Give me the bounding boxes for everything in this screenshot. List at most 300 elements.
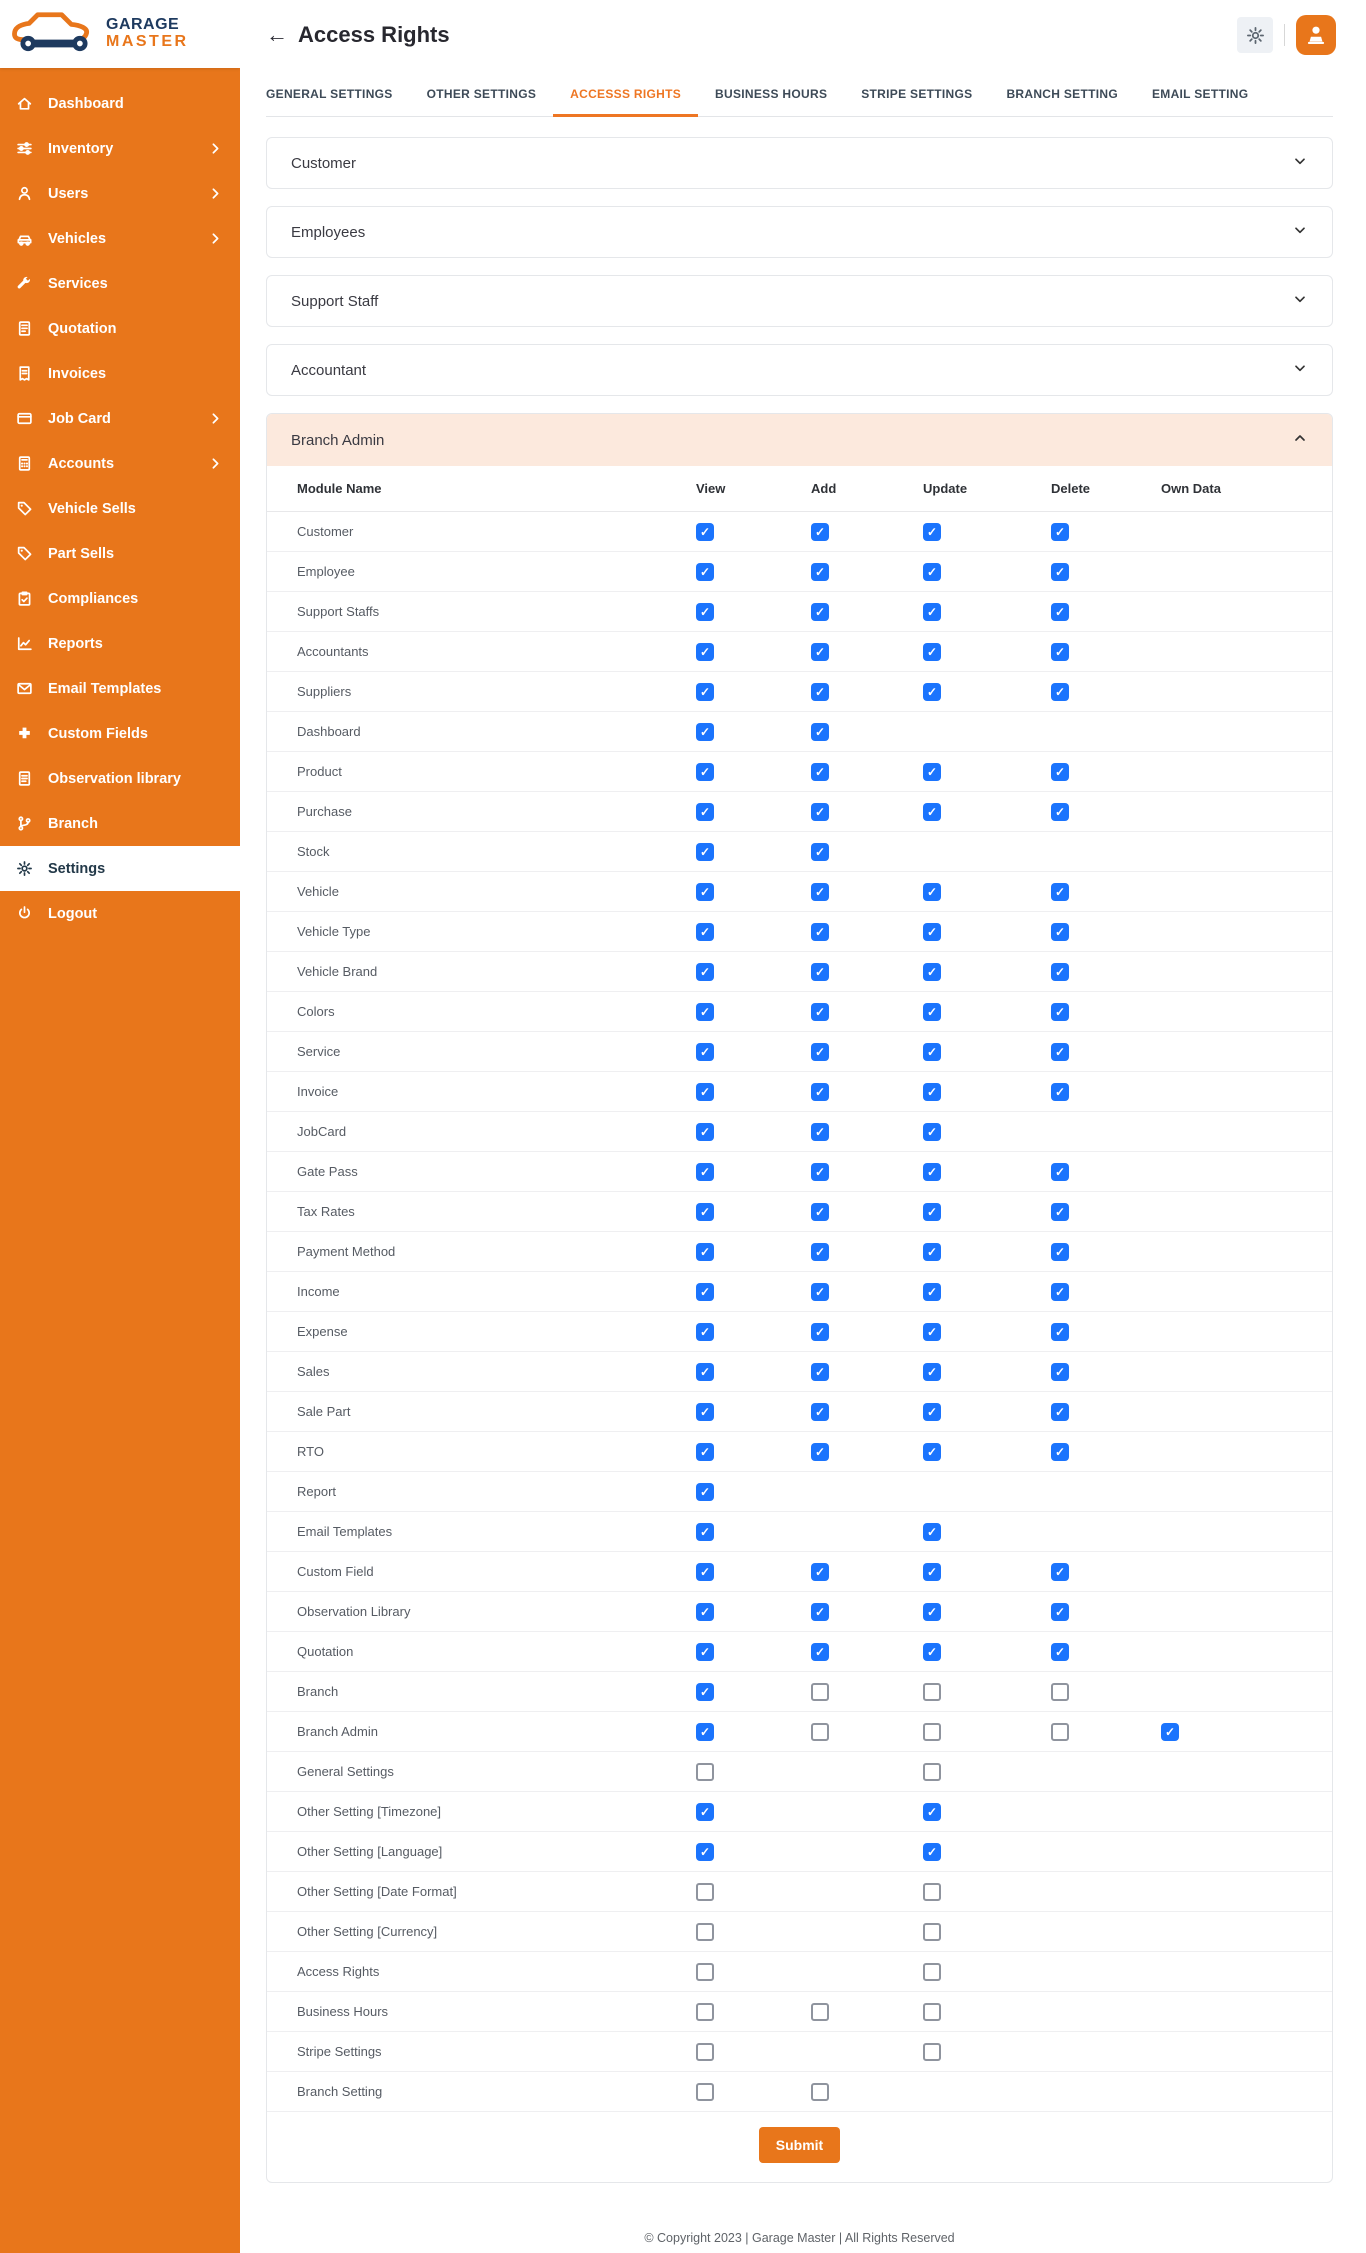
tab-email-setting[interactable]: EMAIL SETTING	[1151, 87, 1249, 101]
accordion-employees[interactable]	[266, 206, 1333, 258]
permissions-table	[267, 512, 1332, 2112]
page-title: Access Rights	[298, 22, 450, 47]
checkbox-general-settings-update[interactable]	[923, 1763, 941, 1781]
checkbox-payment-method-add[interactable]	[811, 1243, 829, 1261]
checkbox-payment-method-update[interactable]	[923, 1243, 941, 1261]
checkbox-dashboard-view[interactable]	[696, 723, 714, 741]
checkbox-employee-update[interactable]	[923, 563, 941, 581]
checkbox-business-hours-update[interactable]	[923, 2003, 941, 2021]
table-cell	[696, 763, 811, 781]
module-name: Custom Field	[297, 1564, 374, 1579]
sidebar-item-logout[interactable]	[0, 891, 240, 936]
checkbox-suppliers-view[interactable]	[696, 683, 714, 701]
chevron-right-icon	[207, 185, 224, 202]
sidebar-item-email-templates[interactable]	[0, 666, 240, 711]
checkbox-customer-add[interactable]	[811, 523, 829, 541]
table-cell	[696, 1963, 811, 1981]
checkbox-gate-pass-add[interactable]	[811, 1163, 829, 1181]
checkbox-stripe-settings-update[interactable]	[923, 2043, 941, 2061]
checkbox-colors-add[interactable]	[811, 1003, 829, 1021]
table-cell	[1051, 1643, 1161, 1661]
table-cell	[811, 1563, 923, 1581]
checkbox-colors-delete[interactable]	[1051, 1003, 1069, 1021]
module-name: Stripe Settings	[297, 2044, 382, 2059]
table-cell	[811, 1243, 923, 1261]
sidebar-item-dashboard[interactable]	[0, 81, 240, 126]
module-name: Other Setting [Currency]	[297, 1924, 438, 1939]
checkbox-access-rights-view[interactable]	[696, 1963, 714, 1981]
back-arrow-icon[interactable]: ←	[266, 22, 288, 47]
table-cell	[811, 2003, 923, 2021]
sidebar-item-job-card[interactable]	[0, 396, 240, 441]
checkbox-branch-admin-add[interactable]	[811, 1723, 829, 1741]
module-name: Suppliers	[297, 684, 352, 699]
checkbox-tax-rates-delete[interactable]	[1051, 1203, 1069, 1221]
checkbox-jobcard-view[interactable]	[696, 1123, 714, 1141]
module-name: Dashboard	[297, 724, 361, 739]
table-cell	[1051, 523, 1161, 541]
checkbox-vehicle-view[interactable]	[696, 883, 714, 901]
table-row	[267, 872, 1332, 912]
table-cell	[811, 1043, 923, 1061]
table-cell	[1051, 1203, 1161, 1221]
tab-other-settings[interactable]: OTHER SETTINGS	[426, 87, 537, 101]
gear-icon	[1246, 26, 1265, 45]
checkbox-email-templates-update[interactable]	[923, 1523, 941, 1541]
module-name: Other Setting [Language]	[297, 1844, 443, 1859]
table-row	[267, 1472, 1332, 1512]
checkbox-service-view[interactable]	[696, 1043, 714, 1061]
table-row	[267, 1712, 1332, 1752]
tab-general-settings[interactable]: GENERAL SETTINGS	[266, 87, 393, 101]
checkbox-sales-delete[interactable]	[1051, 1363, 1069, 1381]
checkbox-branch-admin-update[interactable]	[923, 1723, 941, 1741]
table-cell	[923, 603, 1051, 621]
checkbox-sale-part-update[interactable]	[923, 1403, 941, 1421]
table-row	[267, 1992, 1332, 2032]
checkbox-gate-pass-view[interactable]	[696, 1163, 714, 1181]
git-branch-icon	[15, 815, 33, 833]
table-cell	[923, 963, 1051, 981]
checkbox-income-add[interactable]	[811, 1283, 829, 1301]
module-name: Quotation	[297, 1644, 354, 1659]
checkbox-custom-field-delete[interactable]	[1051, 1563, 1069, 1581]
checkbox-other-setting-timezone-view[interactable]	[696, 1803, 714, 1821]
sidebar-item-quotation[interactable]	[0, 306, 240, 351]
sidebar-item-services[interactable]	[0, 261, 240, 306]
table-cell	[696, 1643, 811, 1661]
checkbox-branch-admin-own-data[interactable]	[1161, 1723, 1179, 1741]
checkbox-jobcard-add[interactable]	[811, 1123, 829, 1141]
checkbox-report-view[interactable]	[696, 1483, 714, 1501]
sidebar-item-reports[interactable]	[0, 621, 240, 666]
checkbox-suppliers-update[interactable]	[923, 683, 941, 701]
checkbox-other-setting-language-view[interactable]	[696, 1843, 714, 1861]
table-cell	[1051, 923, 1161, 941]
checkbox-quotation-delete[interactable]	[1051, 1643, 1069, 1661]
brand-logo[interactable]	[0, 0, 240, 68]
checkbox-sale-part-add[interactable]	[811, 1403, 829, 1421]
checkbox-product-delete[interactable]	[1051, 763, 1069, 781]
checkbox-vehicle-brand-delete[interactable]	[1051, 963, 1069, 981]
brand-text	[106, 17, 189, 51]
table-cell	[811, 963, 923, 981]
checkbox-sales-update[interactable]	[923, 1363, 941, 1381]
module-name: Accountants	[297, 644, 369, 659]
checkbox-purchase-update[interactable]	[923, 803, 941, 821]
checkbox-business-hours-add[interactable]	[811, 2003, 829, 2021]
checkbox-vehicle-type-add[interactable]	[811, 923, 829, 941]
sidebar-item-inventory[interactable]	[0, 126, 240, 171]
column-header-add: Add	[811, 481, 837, 496]
checkbox-accountants-view[interactable]	[696, 643, 714, 661]
tab-branch-setting[interactable]: BRANCH SETTING	[1006, 87, 1118, 101]
receipt-icon	[15, 365, 33, 383]
sidebar-item-label: Inventory	[48, 140, 114, 157]
table-cell	[811, 843, 923, 861]
checkbox-expense-update[interactable]	[923, 1323, 941, 1341]
accordion-support-staff[interactable]	[266, 275, 1333, 327]
checkbox-stock-add[interactable]	[811, 843, 829, 861]
table-row	[267, 1952, 1332, 1992]
table-cell	[923, 1883, 1051, 1901]
table-cell	[1051, 683, 1161, 701]
sidebar-item-compliances[interactable]	[0, 576, 240, 621]
checkbox-tax-rates-add[interactable]	[811, 1203, 829, 1221]
column-header-view: View	[696, 481, 726, 496]
table-cell	[696, 603, 811, 621]
checkbox-vehicle-delete[interactable]	[1051, 883, 1069, 901]
sidebar-item-label: Job Card	[48, 410, 111, 427]
table-cell	[811, 1203, 923, 1221]
sidebar-item-vehicles[interactable]	[0, 216, 240, 261]
checkbox-employee-add[interactable]	[811, 563, 829, 581]
checkbox-income-delete[interactable]	[1051, 1283, 1069, 1301]
checkbox-invoice-delete[interactable]	[1051, 1083, 1069, 1101]
table-row	[267, 1072, 1332, 1112]
power-icon	[15, 905, 33, 923]
sidebar-item-invoices[interactable]	[0, 351, 240, 396]
table-cell	[1051, 1323, 1161, 1341]
module-name: Stock	[297, 844, 330, 859]
checkbox-vehicle-update[interactable]	[923, 883, 941, 901]
checkbox-support-staffs-update[interactable]	[923, 603, 941, 621]
sidebar-item-label: Branch	[48, 815, 98, 832]
module-name: Vehicle Brand	[297, 964, 378, 979]
checkbox-support-staffs-delete[interactable]	[1051, 603, 1069, 621]
table-cell	[1051, 1563, 1161, 1581]
table-row	[267, 1232, 1332, 1272]
column-header-module-name: Module Name	[297, 481, 382, 496]
checkbox-product-view[interactable]	[696, 763, 714, 781]
checkbox-employee-view[interactable]	[696, 563, 714, 581]
checkbox-vehicle-type-update[interactable]	[923, 923, 941, 941]
sidebar-item-label: Vehicles	[48, 230, 107, 247]
checkbox-invoice-add[interactable]	[811, 1083, 829, 1101]
table-cell	[1051, 1083, 1161, 1101]
sidebar-item-label: Settings	[48, 860, 106, 877]
checkbox-branch-add[interactable]	[811, 1683, 829, 1701]
checkbox-other-setting-language-update[interactable]	[923, 1843, 941, 1861]
table-row	[267, 1552, 1332, 1592]
checkbox-sale-part-view[interactable]	[696, 1403, 714, 1421]
checkbox-quotation-update[interactable]	[923, 1643, 941, 1661]
table-cell	[1051, 563, 1161, 581]
table-cell	[1051, 1443, 1161, 1461]
checkbox-income-view[interactable]	[696, 1283, 714, 1301]
checkbox-sale-part-delete[interactable]	[1051, 1403, 1069, 1421]
checkbox-access-rights-update[interactable]	[923, 1963, 941, 1981]
table-cell	[811, 803, 923, 821]
sidebar-item-label: Accounts	[48, 455, 115, 472]
table-cell	[696, 683, 811, 701]
checkbox-observation-library-delete[interactable]	[1051, 1603, 1069, 1621]
table-cell	[696, 963, 811, 981]
table-cell	[696, 523, 811, 541]
checkbox-accountants-delete[interactable]	[1051, 643, 1069, 661]
sidebar-item-label: Email Templates	[48, 680, 162, 697]
table-row	[267, 672, 1332, 712]
table-row	[267, 1912, 1332, 1952]
module-name: Other Setting [Date Format]	[297, 1884, 457, 1899]
checkbox-rto-update[interactable]	[923, 1443, 941, 1461]
checkbox-vehicle-brand-view[interactable]	[696, 963, 714, 981]
checkbox-branch-view[interactable]	[696, 1683, 714, 1701]
table-cell	[696, 1763, 811, 1781]
table-cell	[811, 1723, 923, 1741]
sidebar-item-part-sells[interactable]	[0, 531, 240, 576]
checkbox-observation-library-add[interactable]	[811, 1603, 829, 1621]
checkbox-expense-view[interactable]	[696, 1323, 714, 1341]
user-icon	[15, 185, 33, 203]
sidebar-item-settings[interactable]	[0, 846, 240, 891]
checkbox-tax-rates-view[interactable]	[696, 1203, 714, 1221]
table-cell	[696, 1443, 811, 1461]
checkbox-suppliers-add[interactable]	[811, 683, 829, 701]
sidebar-item-custom-fields[interactable]	[0, 711, 240, 756]
checkbox-vehicle-type-delete[interactable]	[1051, 923, 1069, 941]
table-cell	[923, 2043, 1051, 2061]
checkbox-expense-delete[interactable]	[1051, 1323, 1069, 1341]
tag-icon	[15, 545, 33, 563]
checkbox-custom-field-update[interactable]	[923, 1563, 941, 1581]
document-icon	[15, 770, 33, 788]
checkbox-business-hours-view[interactable]	[696, 2003, 714, 2021]
table-cell	[811, 1163, 923, 1181]
submit-row	[267, 2112, 1332, 2182]
checkbox-service-add[interactable]	[811, 1043, 829, 1061]
checkbox-payment-method-delete[interactable]	[1051, 1243, 1069, 1261]
header-settings-button[interactable]	[1237, 17, 1273, 53]
table-header-row	[267, 466, 1332, 512]
checkbox-invoice-view[interactable]	[696, 1083, 714, 1101]
checkbox-email-templates-view[interactable]	[696, 1523, 714, 1541]
table-cell	[696, 1603, 811, 1621]
checkbox-other-setting-currency-view[interactable]	[696, 1923, 714, 1941]
table-cell	[923, 563, 1051, 581]
checkbox-sales-view[interactable]	[696, 1363, 714, 1381]
checkbox-rto-view[interactable]	[696, 1443, 714, 1461]
user-avatar-icon	[1304, 23, 1328, 47]
table-row	[267, 552, 1332, 592]
table-cell	[923, 1203, 1051, 1221]
tab-accesss-rights[interactable]: ACCESSS RIGHTS	[553, 76, 698, 117]
table-cell	[923, 1563, 1051, 1581]
user-avatar-button[interactable]	[1296, 15, 1336, 55]
checkbox-quotation-view[interactable]	[696, 1643, 714, 1661]
checkbox-support-staffs-view[interactable]	[696, 603, 714, 621]
checkbox-branch-setting-view[interactable]	[696, 2083, 714, 2101]
table-cell	[1051, 763, 1161, 781]
checkbox-accountants-update[interactable]	[923, 643, 941, 661]
table-cell	[811, 1603, 923, 1621]
checkbox-payment-method-view[interactable]	[696, 1243, 714, 1261]
table-cell	[696, 723, 811, 741]
table-cell	[923, 1363, 1051, 1381]
checkbox-stripe-settings-view[interactable]	[696, 2043, 714, 2061]
checkbox-gate-pass-update[interactable]	[923, 1163, 941, 1181]
table-row	[267, 1672, 1332, 1712]
table-row	[267, 1032, 1332, 1072]
checkbox-other-setting-date-format-view[interactable]	[696, 1883, 714, 1901]
tab-business-hours[interactable]: BUSINESS HOURS	[715, 87, 828, 101]
checkbox-customer-update[interactable]	[923, 523, 941, 541]
checkbox-branch-setting-add[interactable]	[811, 2083, 829, 2101]
checkbox-other-setting-date-format-update[interactable]	[923, 1883, 941, 1901]
checkbox-quotation-add[interactable]	[811, 1643, 829, 1661]
checkbox-other-setting-timezone-update[interactable]	[923, 1803, 941, 1821]
table-cell	[811, 683, 923, 701]
checkbox-branch-admin-view[interactable]	[696, 1723, 714, 1741]
table-row	[267, 912, 1332, 952]
checkbox-customer-delete[interactable]	[1051, 523, 1069, 541]
sidebar-item-vehicle-sells[interactable]	[0, 486, 240, 531]
table-cell	[811, 1003, 923, 1021]
checkbox-branch-delete[interactable]	[1051, 1683, 1069, 1701]
checkbox-observation-library-update[interactable]	[923, 1603, 941, 1621]
table-cell	[923, 1443, 1051, 1461]
checkbox-customer-view[interactable]	[696, 523, 714, 541]
accordion-accountant[interactable]	[266, 344, 1333, 396]
table-row	[267, 1192, 1332, 1232]
checkbox-rto-delete[interactable]	[1051, 1443, 1069, 1461]
table-cell	[923, 1163, 1051, 1181]
checkbox-other-setting-currency-update[interactable]	[923, 1923, 941, 1941]
table-cell	[811, 1083, 923, 1101]
chevron-down-icon	[1292, 360, 1308, 381]
tab-stripe-settings[interactable]: STRIPE SETTINGS	[861, 87, 973, 101]
table-cell	[1051, 1003, 1161, 1021]
table-cell	[811, 1443, 923, 1461]
chevron-right-icon	[207, 230, 224, 247]
checkbox-custom-field-add[interactable]	[811, 1563, 829, 1581]
sidebar-item-label: Services	[48, 275, 108, 292]
car-icon	[15, 230, 33, 248]
sidebar-item-label: Observation library	[48, 770, 181, 787]
table-cell	[1051, 643, 1161, 661]
checkbox-income-update[interactable]	[923, 1283, 941, 1301]
sidebar-item-observation-library[interactable]	[0, 756, 240, 801]
checkbox-gate-pass-delete[interactable]	[1051, 1163, 1069, 1181]
checkbox-stock-view[interactable]	[696, 843, 714, 861]
checkbox-branch-admin-delete[interactable]	[1051, 1723, 1069, 1741]
checkbox-dashboard-add[interactable]	[811, 723, 829, 741]
table-cell	[696, 1683, 811, 1701]
checkbox-vehicle-type-view[interactable]	[696, 923, 714, 941]
table-cell	[696, 1563, 811, 1581]
checkbox-purchase-delete[interactable]	[1051, 803, 1069, 821]
settings-tab-bar	[266, 76, 1333, 117]
checkbox-custom-field-view[interactable]	[696, 1563, 714, 1581]
module-name: Vehicle Type	[297, 924, 371, 939]
checkbox-general-settings-view[interactable]	[696, 1763, 714, 1781]
sliders-icon	[15, 140, 33, 158]
checkbox-product-update[interactable]	[923, 763, 941, 781]
accordion-customer[interactable]	[266, 137, 1333, 189]
module-name: Product	[297, 764, 342, 779]
table-cell	[1051, 1403, 1161, 1421]
sidebar-item-users[interactable]	[0, 171, 240, 216]
table-row	[267, 712, 1332, 752]
checkbox-observation-library-view[interactable]	[696, 1603, 714, 1621]
checkbox-product-add[interactable]	[811, 763, 829, 781]
checkbox-service-update[interactable]	[923, 1043, 941, 1061]
table-cell	[1051, 1163, 1161, 1181]
sidebar-item-accounts[interactable]	[0, 441, 240, 486]
checkbox-vehicle-brand-update[interactable]	[923, 963, 941, 981]
checkbox-purchase-view[interactable]	[696, 803, 714, 821]
checkbox-jobcard-update[interactable]	[923, 1123, 941, 1141]
table-cell	[923, 1963, 1051, 1981]
chevron-down-icon	[1292, 222, 1308, 243]
table-cell	[923, 1403, 1051, 1421]
checkbox-branch-update[interactable]	[923, 1683, 941, 1701]
checkbox-rto-add[interactable]	[811, 1443, 829, 1461]
column-header-delete: Delete	[1051, 481, 1091, 496]
checkbox-expense-add[interactable]	[811, 1323, 829, 1341]
checkbox-accountants-add[interactable]	[811, 643, 829, 661]
table-cell	[811, 1323, 923, 1341]
checkbox-vehicle-add[interactable]	[811, 883, 829, 901]
module-name: Branch Admin	[297, 1724, 378, 1739]
module-name: Expense	[297, 1324, 348, 1339]
checkbox-invoice-update[interactable]	[923, 1083, 941, 1101]
table-cell	[923, 1643, 1051, 1661]
module-name: Invoice	[297, 1084, 339, 1099]
checkbox-colors-view[interactable]	[696, 1003, 714, 1021]
checkbox-service-delete[interactable]	[1051, 1043, 1069, 1061]
sidebar-item-branch[interactable]	[0, 801, 240, 846]
checkbox-suppliers-delete[interactable]	[1051, 683, 1069, 701]
accordion-branch-admin[interactable]	[267, 414, 1332, 466]
checkbox-colors-update[interactable]	[923, 1003, 941, 1021]
module-name: Sales	[297, 1364, 330, 1379]
checkbox-vehicle-brand-add[interactable]	[811, 963, 829, 981]
checkbox-support-staffs-add[interactable]	[811, 603, 829, 621]
checkbox-tax-rates-update[interactable]	[923, 1203, 941, 1221]
checkbox-employee-delete[interactable]	[1051, 563, 1069, 581]
checkbox-sales-add[interactable]	[811, 1363, 829, 1381]
submit-button[interactable]: Submit	[759, 2127, 840, 2163]
table-cell	[696, 883, 811, 901]
table-cell	[696, 563, 811, 581]
table-cell	[696, 1483, 811, 1501]
chevron-down-icon	[1292, 291, 1308, 312]
checkbox-purchase-add[interactable]	[811, 803, 829, 821]
home-icon	[15, 95, 33, 113]
copyright-footer: © Copyright 2023 | Garage Master | All Rights Reserved	[644, 2231, 955, 2245]
sidebar	[0, 0, 240, 2253]
